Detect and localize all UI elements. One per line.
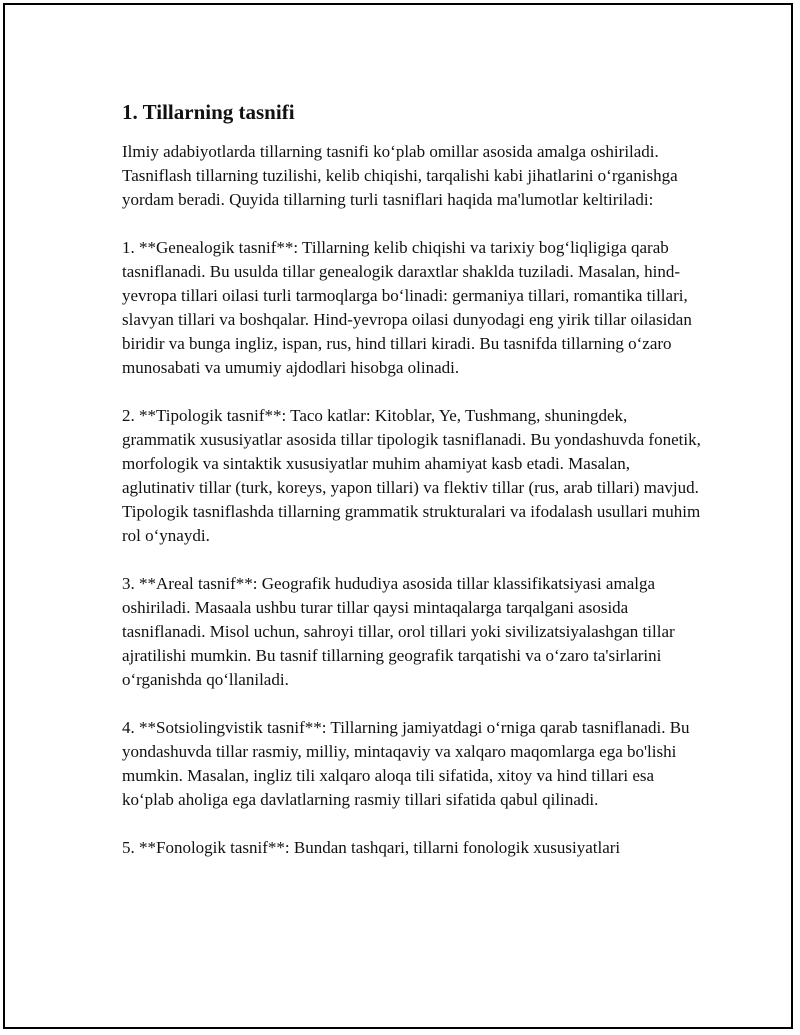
paragraph-genealogical: 1. **Genealogik tasnif**: Tillarning kelib chiqishi va tarixiy bog‘liqligiga qarab tasniflanadi. Bu usulda tillar genealogik daraxtlar shaklda tuziladi. Masalan, hind-yevropa tillari oilasi turli tarmoqlarga bo‘linadi: germaniya tillari, romantika tillari, slavyan tillari va boshqalar. Hind-yevropa oilasi dunyodagi eng yirik tillar oilasidan biridir va bunga ingliz, ispan, rus, hind tillari kiradi. Bu tasnifda tillarning o‘zaro munosabati va umumiy ajdodlari hisobga olinadi.: [122, 238, 692, 377]
paragraph-phonological: 5. **Fonologik tasnif**: Bundan tashqari, tillarni fonologik xususiyatlari: [122, 838, 621, 857]
intro-paragraph: Ilmiy adabiyotlarda tillarning tasnifi ko‘plab omillar asosida amalga oshiriladi. Tasniflash tillarning tuzilishi, kelib chiqishi, tarqalishi kabi jihatlarini o‘rganishga yordam beradi. Quyida tillarning turli tasniflari haqida ma'lumotlar keltiriladi:: [122, 142, 678, 209]
paragraph-typological: 2. **Tipologik tasnif**: Taco katlar: Kitoblar, Ye, Tushmang, shuningdek, grammatik xususiyatlar asosida tillar tipologik tasniflanadi. Bu yondashuvda fonetik, morfologik va sintaktik xususiyatlar muhim ahamiyat kasb etadi. Masalan, aglutinativ tillar (turk, koreys, yapon tillari) va flektiv tillar (rus, arab tillari) mavjud. Tipologik tasniflashda tillarning grammatik strukturalari va ifodalash usullari muhim rol o‘ynaydi.: [122, 406, 701, 545]
paragraph-sociolinguistic: 4. **Sotsiolingvistik tasnif**: Tillarning jamiyatdagi o‘rniga qarab tasniflanadi. Bu yondashuvda tillar rasmiy, milliy, mintaqaviy va xalqaro maqomlarga ega bo'lishi mumkin. Masalan, ingliz tili xalqaro aloqa tili sifatida, xitoy va hind tillari esa ko‘plab aholiga ega davlatlarning rasmiy tillari sifatida qabul qilinadi.: [122, 718, 690, 809]
document-page: [3, 3, 793, 1029]
section-heading: 1. Tillarning tasnifi: [122, 100, 295, 124]
document-body: [122, 98, 702, 884]
paragraph-areal: 3. **Areal tasnif**: Geografik hududiya asosida tillar klassifikatsiyasi amalga oshiriladi. Masaala ushbu turar tillar qaysi mintaqalarga tarqalgani asosida tasniflanadi. Misol uchun, sahroyi tillar, orol tillari yoki sivilizatsiyalashgan tillar ajratilishi mumkin. Bu tasnif tillarning geografik tarqatishi va o‘zaro ta'sirlarini o‘rganishda qo‘llaniladi.: [122, 574, 675, 689]
